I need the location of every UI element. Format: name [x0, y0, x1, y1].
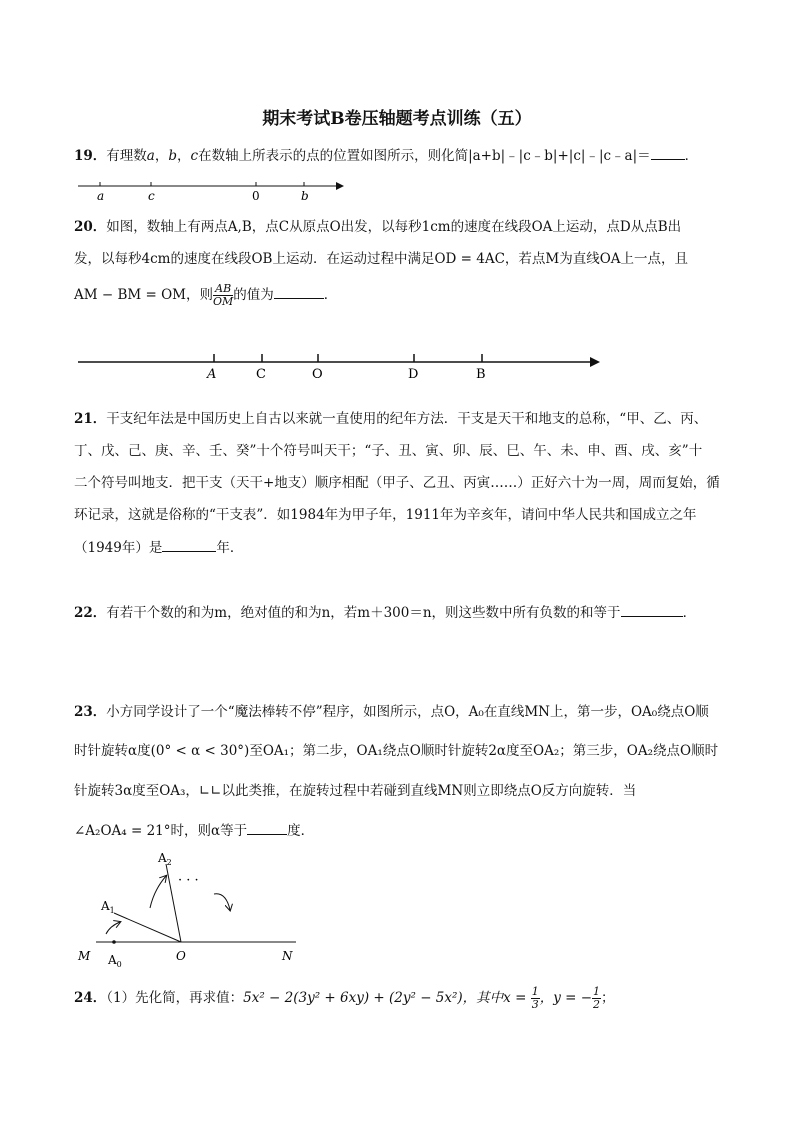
question-21-line-2: 丁、戊、己、庚、辛、壬、癸”十个符号叫天干；“子、丑、寅、卯、辰、巳、午、未、申、酉、戌、亥”十 [74, 443, 703, 459]
question-number: 21． [74, 411, 107, 427]
question-19 [74, 145, 698, 166]
sep: ， [177, 148, 191, 164]
q19-expression: |a+b|﹣|c﹣b|+|c|﹣|c﹣a|＝ [468, 148, 651, 164]
label-a0: $A_0$ [108, 953, 122, 969]
question-21-line-3: 二个符号叫地支．把干支（天干+地支）顺序相配（甲子、乙丑、丙寅……）正好六十为一周，周而复始，循 [74, 475, 720, 491]
axis-label-b: b [301, 189, 309, 203]
fraction-y-value [592, 986, 601, 1011]
var-b: b [168, 148, 178, 164]
label-m: M [78, 949, 91, 963]
q23-line4-text-b: 度． [287, 823, 315, 839]
rotation-arrow-2-icon [150, 876, 166, 908]
page-title: 期末考试B卷压轴题考点训练（五） [262, 109, 532, 129]
fraction-x-value [531, 986, 540, 1011]
question-20-line-1 [74, 217, 681, 237]
label-a1: $A_1$ [101, 899, 115, 915]
question-20-line-2: 发，以每秒4cm的速度在线段OB上运动．在运动过程中满足OD = 4AC，若点M为直线OA上一点，且 [74, 251, 689, 267]
q21-line5-text-a: （1949年）是 [74, 540, 163, 556]
q20-end: ． [323, 287, 338, 303]
label-a2: $A_2$ [158, 851, 172, 867]
q23-line1-text: 小方同学设计了一个“魔法棒转不停”程序，如图所示，点O，A₀在直线MN上，第一步，OA₀绕点O顺 [106, 704, 709, 720]
question-22 [74, 602, 696, 623]
q19-end: ． [684, 148, 699, 164]
axis-label-0: 0 [252, 189, 260, 203]
var-a: a [146, 148, 155, 164]
q22-text: 有若干个数的和为m，绝对值的和为n，若m＋300＝n，则这些数中所有负数的和等于 [106, 605, 621, 621]
question-21-line-5 [74, 537, 243, 558]
rotation-arrow-3-icon [214, 894, 230, 910]
axis-arrow-icon [590, 357, 600, 367]
var-c: c [190, 148, 199, 164]
question-21-line-4: 环记录，这就是俗称的“干支表”．如1984年为甲子年，1911年为辛亥年，请问中华人民共和国成立之年 [74, 507, 697, 523]
q23-line4-text-a: ∠A₂OA₄ = 21°时，则α等于 [74, 823, 248, 839]
q21-line5-text-b: 年． [216, 540, 244, 556]
fraction-denominator: 2 [593, 998, 601, 1011]
q19-text-a: 有理数 [106, 148, 147, 164]
label-o: O [176, 949, 186, 963]
question-number: 23． [74, 704, 107, 720]
axis-arrow-icon [336, 182, 344, 190]
q24-text-a: （1）先化简，再求值： [106, 990, 244, 1006]
axis-label-a: a [97, 189, 105, 203]
answer-blank[interactable] [621, 602, 683, 617]
question-24 [74, 986, 615, 1011]
q20-line3-text-b: 的值为 [233, 287, 274, 303]
q24-end: ； [601, 990, 615, 1006]
fraction-numerator: 1 [531, 985, 539, 998]
number-line-20 [74, 350, 604, 382]
ray-oa1 [114, 913, 181, 942]
question-number: 24． [74, 990, 107, 1006]
fraction-numerator: AB [213, 283, 233, 296]
fraction-numerator: 1 [593, 985, 601, 998]
q20-line1-text: 如图，数轴上有两点A,B，点C从原点O出发，以每秒1cm的速度在线段OA上运动，点D从点B出 [106, 219, 682, 235]
rotation-figure [74, 848, 314, 973]
q19-text-b: 在数轴上所表示的点的位置如图所示，则化简 [198, 148, 469, 164]
axis-label-c: c [148, 189, 155, 203]
answer-blank[interactable] [162, 537, 216, 552]
q22-end: ． [682, 605, 697, 621]
axis-label-B: B [476, 367, 486, 382]
question-number: 19． [74, 148, 107, 164]
question-23-line-1 [74, 702, 709, 722]
question-20-line-3 [74, 283, 337, 308]
fraction-denominator: OM [213, 295, 234, 308]
point-a0 [112, 940, 116, 944]
q20-line3-text-a: AM − BM = OM，则 [74, 287, 213, 303]
fraction-denominator: 3 [531, 998, 539, 1011]
axis-label-A: A [207, 367, 217, 382]
fraction-ab-over-om [213, 283, 233, 308]
question-23-line-4 [74, 820, 314, 841]
question-23-line-3: 针旋转3α度至OA₃，∟∟以此类推，在旋转过程中若碰到直线MN则立即绕点O反方向旋转．当 [74, 783, 637, 799]
axis-label-D: D [408, 367, 419, 382]
number-line-19 [74, 176, 354, 206]
q21-line1-text: 干支纪年法是中国历史上自古以来就一直使用的纪年方法．干支是天干和地支的总称，“甲、乙、丙、 [106, 411, 708, 427]
rotation-arrow-1-icon [106, 922, 120, 934]
answer-blank[interactable] [247, 820, 287, 835]
axis-label-O: O [312, 367, 323, 382]
continuation-dots: · · · [178, 873, 199, 888]
answer-blank[interactable] [274, 284, 324, 299]
q24-expression: 5x² − 2(3y² + 6xy) + (2y² − 5x²)，其中x = [243, 990, 531, 1006]
answer-blank[interactable] [651, 145, 685, 160]
question-23-line-2: 时针旋转α度(0° < α < 30°)至OA₁；第二步，OA₁绕点O顺时针旋转2α度至OA₂；第三步，OA₂绕点O顺时 [74, 743, 719, 759]
q24-mid: ，y = − [539, 990, 593, 1006]
question-number: 20． [74, 219, 107, 235]
question-21-line-1 [74, 409, 707, 429]
axis-label-C: C [256, 367, 266, 382]
label-n: N [282, 949, 293, 963]
question-number: 22． [74, 605, 107, 621]
sep: ， [154, 148, 169, 164]
